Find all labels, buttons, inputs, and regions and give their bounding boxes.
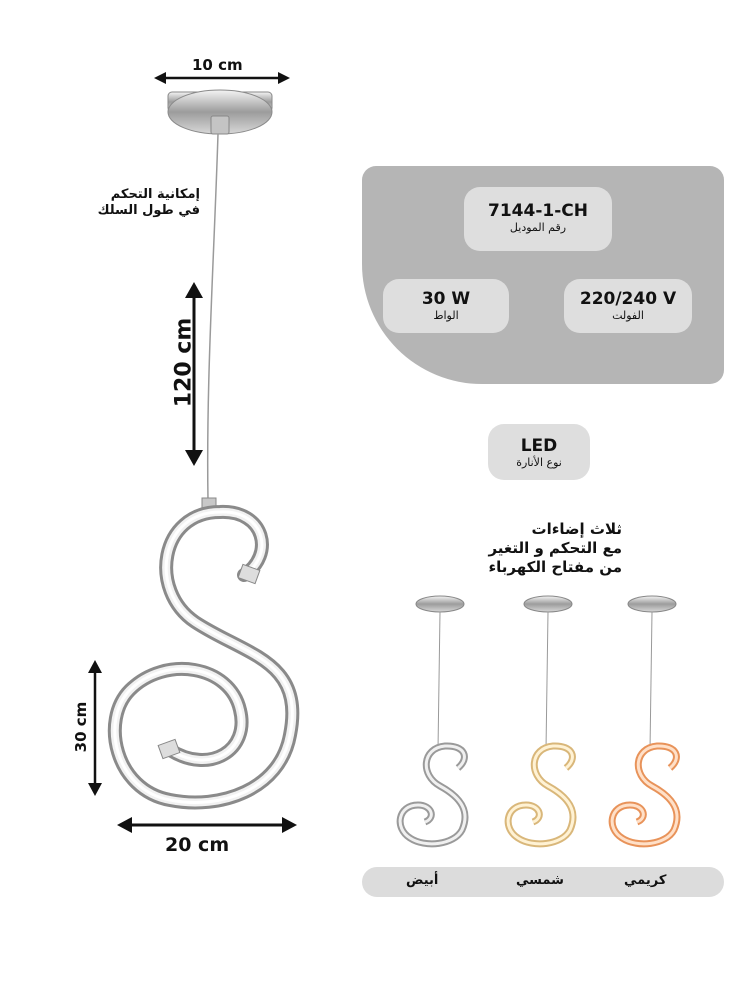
model-label: رقم الموديل xyxy=(509,221,567,234)
lamp-sun xyxy=(508,596,573,844)
color-option-cream: كريمي xyxy=(624,873,667,888)
voltage-value: 220/240 V xyxy=(579,289,677,309)
watt-label: الواط xyxy=(433,309,459,322)
voltage-pill xyxy=(564,279,692,333)
fixture-width-label: 20 cm xyxy=(165,834,230,856)
lighting-type-value: LED xyxy=(520,436,558,456)
three-lights-text xyxy=(440,520,622,577)
cable-note-line-1: إمكانية التحكم xyxy=(110,187,200,202)
cable-length-label: 120 cm xyxy=(171,317,197,408)
color-option-sun: شمسي xyxy=(516,873,564,888)
canopy-width-label: 10 cm xyxy=(192,56,243,74)
watt-pill xyxy=(383,279,509,333)
canopy xyxy=(168,90,272,134)
lighting-type-label: نوع الأنارة xyxy=(516,456,562,469)
color-options-bar xyxy=(362,867,724,897)
lamp-cream xyxy=(612,596,677,844)
color-option-white: أبيض xyxy=(406,873,439,888)
three-lights-line-3: من مفتاح الكهرباء xyxy=(488,558,622,576)
width-bottom-arrow xyxy=(117,817,297,833)
three-lights-line-1: ثلاث إضاءات xyxy=(531,520,622,538)
three-lights-line-2: مع التحكم و التغير xyxy=(488,539,622,557)
lighting-type-pill xyxy=(488,424,590,480)
s-shaped-fixture xyxy=(115,512,293,803)
height-arrow xyxy=(88,660,102,796)
cable xyxy=(208,134,218,500)
voltage-label: الفولت xyxy=(612,309,644,322)
model-pill xyxy=(464,187,612,251)
cable-note-line-2: في طول السلك xyxy=(97,203,200,218)
cable-note xyxy=(70,187,200,219)
color-variants-illustration xyxy=(370,590,720,865)
model-value: 7144-1-CH xyxy=(488,201,588,221)
lamp-white xyxy=(400,596,465,844)
fixture-height-label: 30 cm xyxy=(72,701,90,753)
watt-value: 30 W xyxy=(421,289,471,309)
